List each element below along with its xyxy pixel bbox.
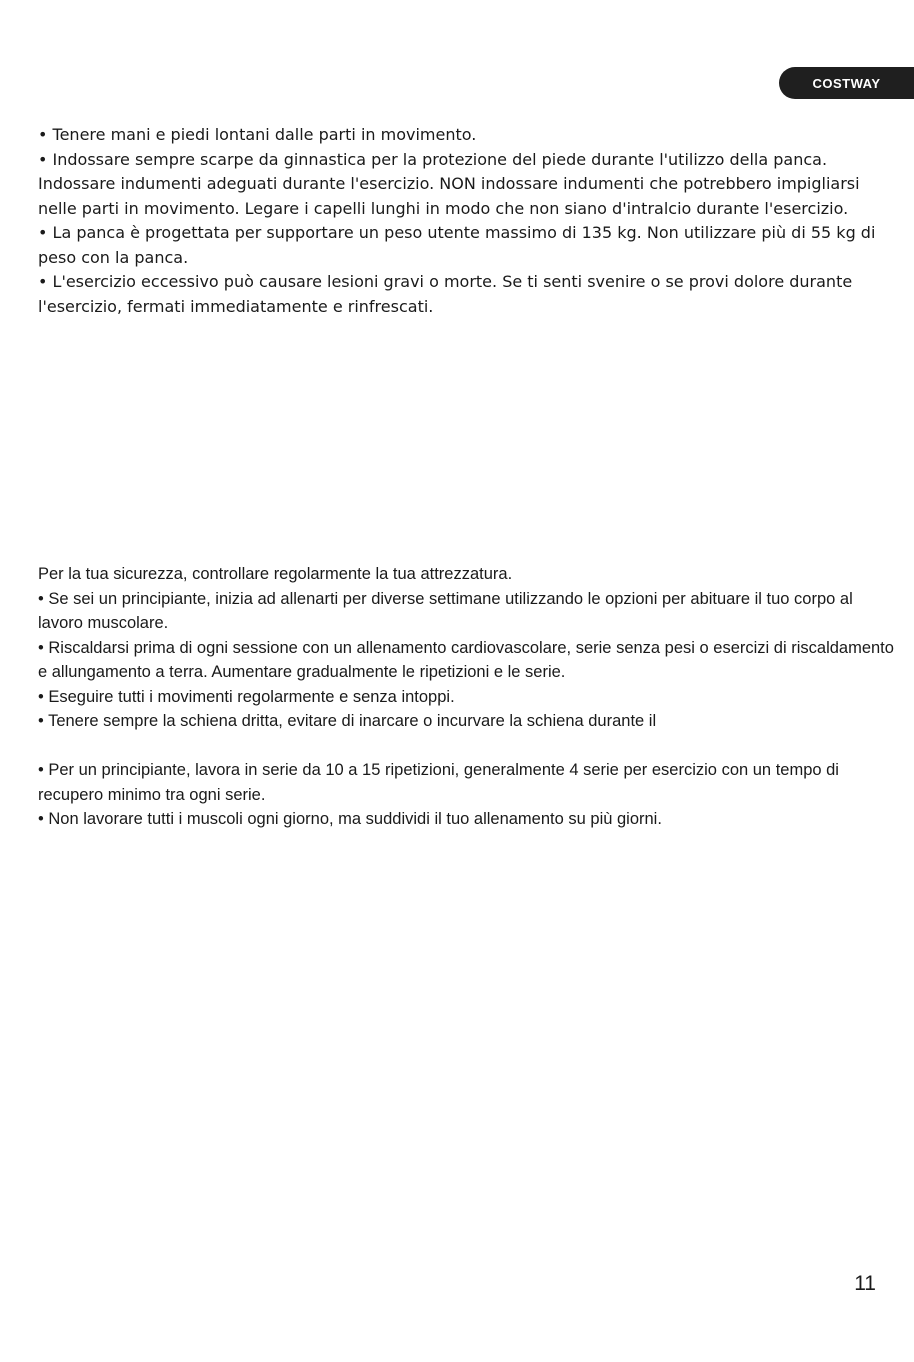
safety-warnings-section bbox=[38, 123, 898, 319]
blank-line bbox=[38, 734, 898, 759]
list-item: • Non lavorare tutti i muscoli ogni giorno, ma suddividi il tuo allenamento su più giorni. bbox=[38, 810, 662, 828]
list-item: • Se sei un principiante, inizia ad allenarti per diverse settimane utilizzando le opzioni per abituare il tuo corpo al lavoro muscolare. bbox=[38, 589, 853, 632]
list-item: • Eseguire tutti i movimenti regolarmente e senza intoppi. bbox=[38, 687, 455, 706]
section-intro: Per la tua sicurezza, controllare regolarmente la tua attrezzatura. bbox=[38, 565, 513, 583]
brand-logo bbox=[779, 67, 914, 99]
list-item: • La panca è progettata per supportare un peso utente massimo di 135 kg. Non utilizzare più di 55 kg di peso con la panca. bbox=[38, 223, 876, 267]
list-item: • Indossare sempre scarpe da ginnastica per la protezione del piede durante l'utilizzo della panca. Indossare indumenti adeguati durante l'esercizio. NON indossare indumenti che potrebbero impigliarsi nelle parti in movimento. Legare i capelli lunghi in modo che non siano d'intralcio durante l'esercizio. bbox=[38, 149, 860, 218]
list-item: • Tenere mani e piedi lontani dalle parti in movimento. bbox=[38, 125, 477, 144]
list-item: • Riscaldarsi prima di ogni sessione con un allenamento cardiovascolare, serie senza pesi o esercizi di riscaldamento e allungamento a terra. Aumentare gradualmente le ripetizioni e le serie. bbox=[38, 638, 894, 681]
brand-logo-text: COSTWAY bbox=[812, 75, 881, 91]
training-advice-section bbox=[38, 562, 898, 832]
list-item: • L'esercizio eccessivo può causare lesioni gravi o morte. Se ti senti svenire o se provi dolore durante l'esercizio, fermati immediatamente e rinfrescati. bbox=[38, 272, 853, 316]
list-item: • Per un principiante, lavora in serie da 10 a 15 ripetizioni, generalmente 4 serie per esercizio con un tempo di recupero minimo tra ogni serie. bbox=[38, 761, 839, 804]
list-item: • Tenere sempre la schiena dritta, evitare di inarcare o incurvare la schiena durante il bbox=[38, 712, 657, 730]
page-number: 11 bbox=[854, 1272, 876, 1295]
